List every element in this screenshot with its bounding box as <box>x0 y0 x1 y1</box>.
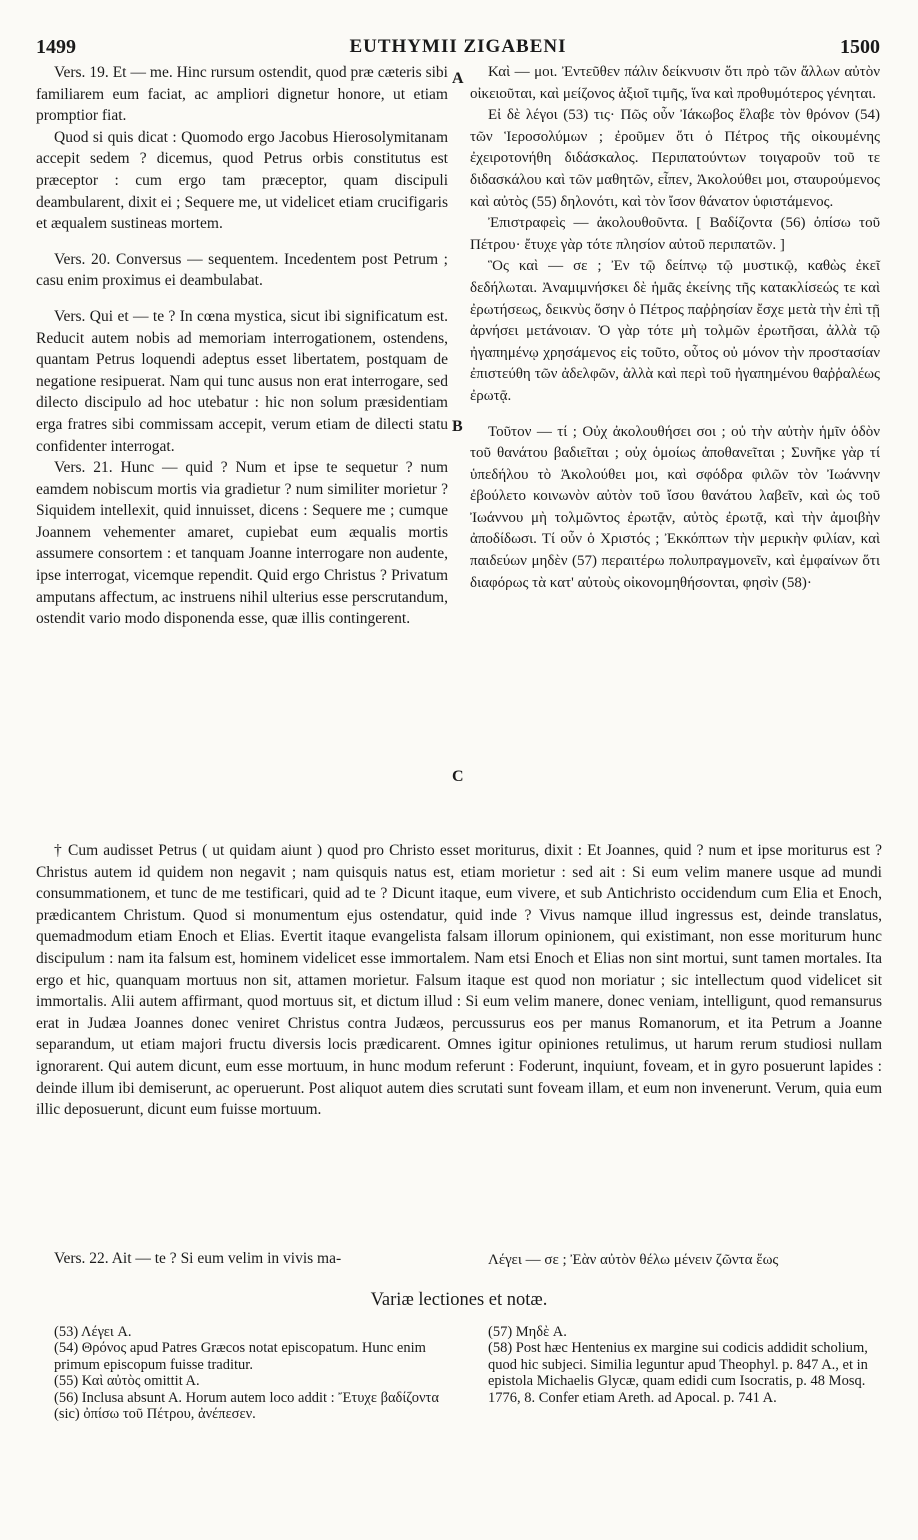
notes-left-column <box>54 1324 454 1422</box>
notes-heading: Variæ lectiones et notæ. <box>370 1290 548 1310</box>
page-header <box>36 36 880 60</box>
latin-paragraph: Quod si quis dicat : Quomodo ergo Jacobus Hierosolymitanam accepit sedem ? dicemus, quod Petrus orbis constitutus est præceptor : cum ergo tam præceptor, quam discipuli deambularent, dixit ei ; Sequere me, ut videlicet etiam crucifigaris et æqualem sustineas mortem. <box>36 128 448 233</box>
greek-paragraph: Καὶ — μοι. Ἐντεῦθεν πάλιν δείκνυσιν ὅτι πρὸ τῶν ἄλλων αὐτὸν οἰκειοῦται, καὶ μείζονος ἀξιοῖ τιμῆς, ἵνα καὶ προθυμότερος γένηται. <box>470 64 880 102</box>
section-marker-c: C <box>452 768 464 785</box>
latin-paragraph: Vers. 19. Et — me. Hinc rursum ostendit, quod præ cæteris sibi familiarem eum faciat, ac ampliori dignetur honore, ut etiam promptior fiat. <box>36 64 448 125</box>
notes-right-column <box>488 1324 884 1406</box>
note-item: (53) Λέγει A. <box>54 1324 132 1340</box>
latin-paragraph: Vers. 20. Conversus — sequentem. Incedentem post Petrum ; casu enim proximus ei deambulabat. <box>36 250 448 290</box>
full-width-commentary <box>36 840 882 1121</box>
greek-verse-22: Λέγει — σε ; Ἐὰν αὐτὸν θέλω μένειν ζῶντα ἕως <box>488 1252 779 1268</box>
latin-paragraph: Vers. Qui et — te ? In cœna mystica, sicut ibi significatum est. Reducit autem nobis ad memoriam interrogationem, ostendens, quantam Petrus loquendi adeptus esset libertatem, postquam de negatione resipuerat. Nam qui tunc ausus non erat interrogare, sed dilecto discipulo ad hoc utebatur : hic non solum præsidentiam erga fratres sibi commissam accepit, verum etiam de dilecti statu confidenter interrogat. <box>36 307 448 455</box>
note-item: (58) Post hæc Hentenius ex margine sui codicis addidit scholium, quod hic subjeci. Similia leguntur apud Theophyl. p. 847 A., et in epistola Michaelis Glycæ, quam edidi cum Isocratis, p. 48 Mosq. 1776, 8. Confer etiam Areth. ad Apocal. p. 741 A. <box>488 1340 868 1406</box>
section-marker-b: B <box>452 418 463 435</box>
note-item: (57) Μηδὲ A. <box>488 1324 567 1340</box>
section-marker-a: A <box>452 70 464 87</box>
greek-paragraph: Ἐπιστραφεὶς — ἀκολουθοῦντα. [ Βαδίζοντα (56) ὀπίσω τοῦ Πέτρου· ἔτυχε γὰρ τότε πλησίον αὐτοῦ περιπατῶν. ] <box>470 215 880 253</box>
latin-column <box>36 62 448 630</box>
running-title: EUTHYMII ZIGABENI <box>349 36 567 57</box>
latin-verse-22: Vers. 22. Ait — te ? Si eum velim in vivis ma- <box>54 1250 342 1267</box>
note-item: (56) Inclusa absunt A. Horum autem loco addit : Ἔτυχε βαδίζοντα (sic) ὀπίσω τοῦ Πέτρου, ἀνέπεσεν. <box>54 1389 439 1423</box>
commentary-paragraph: † Cum audisset Petrus ( ut quidam aiunt ) quod pro Christo esset moriturus, dixit : Et Joannes, quid ? num et ipse moriturus est ? Christus autem id quidem non negavit ; nam quisquis natus est, etiam morietur : sed ait : Si eum velim manere usque ad mundi consummationem, et tunc de me testificari, quid ad te ? Dicunt itaque, eum vivere, et sub Antichristo occidendum cum Elia et Enoch, prædicantem Christum. Quod si monumentum ejus ostendatur, quid inde ? Vivus namque illud ingressus est, deinde translatus, quemadmodum etiam Enoch et Elias. Evertit itaque evangelista falsam illorum opinionem, qui existimant, non esse moriturum hunc discipulum : nam ita falsum est, hominem videlicet esse immortalem. Nam etsi Enoch et Elias non sint mortui, sunt tamen mortales. Ita ergo et hic, quanquam mortuus non sit, attamen morietur. Falsum itaque est quod non moriatur ; sic intellectum quod videlicet sit immortalis. Alii autem affirmant, quod mortuus sit, et dictum illud : Si eum velim manere, donec veniam, intelligunt, quod remansurus erat in Judæa Joannes donec veniret Christus contra Judæos, percussurus eos per manus Romanorum, et ita Petrum a Joanne separandum, ut etiam majori fructu diversis locis prædicarent. Omnes igitur opiniones retulimus, ut harum rerum studiosi nullam ignorarent. Qui autem dicunt, eum esse mortuum, in hunc modum referunt : Foderunt, inquiunt, foveam, et in gyro posuerunt lapides : deinde illum ibi demiserunt, ac operuerunt. Post aliquot autem dies scrutati sunt foveam illam, et eum non invenerunt. Verum, quia eum illic deposuerunt, dicunt eum fuisse mortuum. <box>36 842 882 1119</box>
page-number-left: 1499 <box>36 36 76 58</box>
greek-paragraph: Εἰ δὲ λέγοι (53) τις· Πῶς οὖν Ἰάκωβος ἔλαβε τὸν θρόνον (54) τῶν Ἱεροσολύμων ; ἐροῦμεν ὅτι ὁ Πέτρος τῆς οἰκουμένης ἐχειροτονήθη διδάσκαλος. Περιπατούντων τοιγαροῦν τοῦ τε διδασκάλου καὶ τῶν μαθητῶν, εἶπεν, Ἀκολούθει μοι, σταυρούμενος καὶ αὐτὸς (55) δηλονότι, καὶ τὸν ἴσον θάνατον ὑφιστάμενος. <box>470 107 880 210</box>
greek-paragraph: Τοῦτον — τί ; Οὐχ ἀκολουθήσει σοι ; οὐ τὴν αὐτὴν ἡμῖν ὁδὸν τοῦ θανάτου βαδιεῖται ; οὐχ ὁμοίως ἀποθανεῖται ; Συνῆκε γὰρ τί ὑπεδήλου τὸ Ἀκολούθει μοι, καὶ σφόδρα φιλῶν τὸν Ἰωάννην ἐβούλετο κοινωνὸν αὐτὸν τοῦ ἴσου θανάτου λαβεῖν, καὶ ὡς τοῦ Ἰωάννου μὴ τολμῶντος ἐρωτᾷν, αὐτὸς ἐρωτᾷ, καὶ τὴν ἀμοιβὴν ἀποδίδωσι. Τί οὖν ὁ Χριστός ; Ἐκκόπτων τὴν μερικὴν φιλίαν, καὶ παιδεύων μηδὲν (57) περαιτέρω πολυπραγμονεῖν, καὶ ἐμφαίνων ὅτι διαφόρως τὰ κατ' αὐτοὺς οἰκονομηθήσονται, φησὶν (58)· <box>470 423 880 591</box>
latin-paragraph: Vers. 21. Hunc — quid ? Num et ipse te sequetur ? num eamdem nobiscum mortis via gradietur ? num similiter morietur ? Siquidem intellexit, quid innuisset, dicens : Sequere me ; cumque Joannem vehementer amaret, cupiebat eum æqualis mortis assumere consortem : et tanquam Joanne interrogare non audente, ipse interrogat, vicemque rependit. Quid ergo Christus ? Privatum amputans affectum, ac instruens nihil ulterius esse perscrutandum, ostendit vario modo disponenda esse, quæ illis contingerent. <box>36 459 448 628</box>
note-item: (55) Καὶ αὐτὸς omittit A. <box>54 1373 200 1390</box>
greek-column <box>470 62 880 594</box>
note-item: (54) Θρόνος apud Patres Græcos notat episcopatum. Hunc enim primum episcopum fuisse traditur. <box>54 1340 426 1373</box>
greek-paragraph: Ὃς καὶ — σε ; Ἐν τῷ δείπνῳ τῷ μυστικῷ, καθὼς ἐκεῖ δεδήλωται. Ἀναμιμνήσκει δὲ ἡμᾶς ἐκείνης τῆς κατακλίσεώς τε καὶ ἐρωτήσεως, δεικνὺς ὅσην ὁ Πέτρος παῤῥησίαν ἔσχε μετὰ τὴν ἐπὶ τῇ ἀρνήσει μετάνοιαν. Ὁ γὰρ τότε μὴ τολμῶν ἐρωτῆσαι, ἀλλὰ τῷ ἠγαπημένῳ χρησάμενος εἰς τοῦτο, οὗτος οὐ μόνον τὴν προστασίαν ἐπιστεύθη τῶν ἀδελφῶν, ἀλλὰ καὶ περὶ τοῦ ἠγαπημένου θαῤῥαλέως ἐρωτᾷ. <box>470 258 880 404</box>
page-number-right: 1500 <box>840 36 880 58</box>
